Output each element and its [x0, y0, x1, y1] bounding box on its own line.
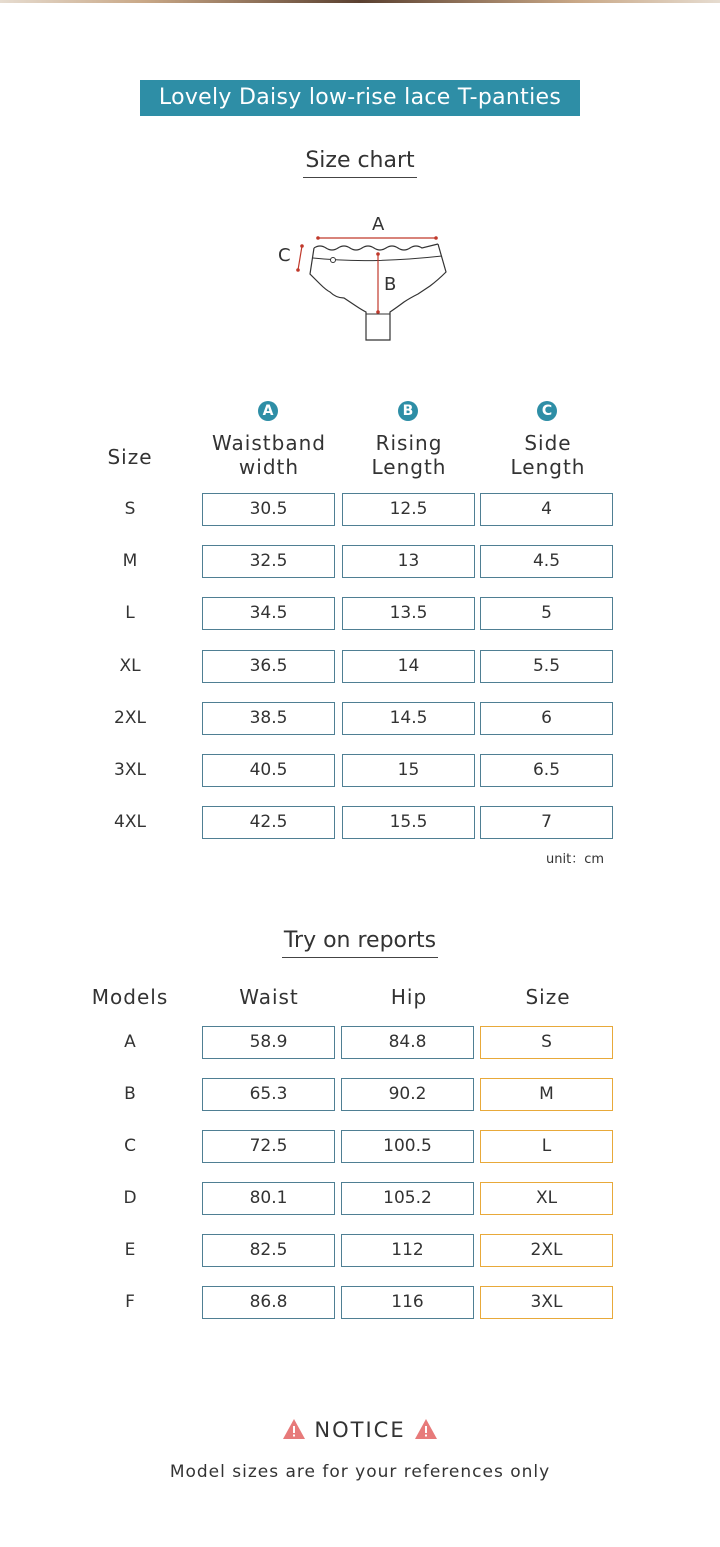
- hip-cell: 105.2: [341, 1182, 474, 1215]
- size-column-header: Size: [107, 445, 153, 469]
- waist-cell: 65.3: [202, 1078, 335, 1111]
- waist-cell: 86.8: [202, 1286, 335, 1319]
- side-length-header: Side Length: [510, 431, 586, 479]
- model-label: A: [124, 1032, 136, 1052]
- model-label: C: [124, 1136, 136, 1156]
- hip-column-header: Hip: [390, 985, 428, 1009]
- waistband-cell: 30.5: [202, 493, 335, 526]
- notice-text: Model sizes are for your references only: [169, 1462, 551, 1482]
- model-label: E: [124, 1240, 136, 1260]
- size-cell: 2XL: [480, 1234, 613, 1267]
- size-cell: 3XL: [480, 1286, 613, 1319]
- side-cell: 5: [480, 597, 613, 630]
- panties-measurement-diagram: [270, 210, 460, 350]
- rising-cell: 12.5: [342, 493, 475, 526]
- side-cell: 5.5: [480, 650, 613, 683]
- hip-cell: 116: [341, 1286, 474, 1319]
- product-title-banner: Lovely Daisy low-rise lace T-panties: [140, 80, 580, 116]
- model-label: B: [124, 1084, 136, 1104]
- warning-icon: [414, 1418, 438, 1440]
- size-cell: L: [480, 1130, 613, 1163]
- models-column-header: Models: [91, 985, 169, 1009]
- top-decor-strip: [0, 0, 720, 3]
- rising-cell: 14.5: [342, 702, 475, 735]
- waistband-cell: 42.5: [202, 806, 335, 839]
- try-on-title: Try on reports: [0, 928, 720, 958]
- side-cell: 4: [480, 493, 613, 526]
- size-cell: XL: [480, 1182, 613, 1215]
- rising-cell: 13: [342, 545, 475, 578]
- hip-cell: 90.2: [341, 1078, 474, 1111]
- model-label: D: [123, 1188, 137, 1208]
- size-label: XL: [119, 656, 141, 676]
- waist-cell: 82.5: [202, 1234, 335, 1267]
- rising-length-header: Rising Length: [371, 431, 447, 479]
- rising-cell: 13.5: [342, 597, 475, 630]
- hip-cell: 112: [341, 1234, 474, 1267]
- panties-outline-icon: [270, 210, 460, 350]
- waist-cell: 72.5: [202, 1130, 335, 1163]
- side-cell: 7: [480, 806, 613, 839]
- unit-label: unit：cm: [546, 852, 604, 867]
- rising-cell: 15.5: [342, 806, 475, 839]
- hip-cell: 84.8: [341, 1026, 474, 1059]
- diagram-label-b: B: [384, 274, 397, 295]
- diagram-label-a: A: [372, 214, 385, 235]
- size-cell: M: [480, 1078, 613, 1111]
- size-label: 4XL: [114, 812, 146, 832]
- size-cell: S: [480, 1026, 613, 1059]
- waistband-cell: 40.5: [202, 754, 335, 787]
- waistband-cell: 32.5: [202, 545, 335, 578]
- waistband-cell: 34.5: [202, 597, 335, 630]
- side-cell: 4.5: [480, 545, 613, 578]
- size-column-header: Size: [525, 985, 571, 1009]
- size-label: 2XL: [114, 708, 146, 728]
- model-label: F: [125, 1292, 135, 1312]
- waist-column-header: Waist: [239, 985, 299, 1009]
- rising-cell: 14: [342, 650, 475, 683]
- hip-cell: 100.5: [341, 1130, 474, 1163]
- waist-cell: 80.1: [202, 1182, 335, 1215]
- size-label: M: [122, 551, 138, 571]
- size-label: L: [125, 603, 135, 623]
- notice-heading: NOTICE: [0, 1418, 720, 1442]
- size-label: S: [124, 499, 136, 519]
- waist-cell: 58.9: [202, 1026, 335, 1059]
- badge-a-icon: A: [258, 401, 278, 421]
- waistband-cell: 38.5: [202, 702, 335, 735]
- badge-c-icon: C: [537, 401, 557, 421]
- diagram-label-c: C: [278, 245, 291, 266]
- rising-cell: 15: [342, 754, 475, 787]
- waistband-width-header: Waistband width: [212, 431, 326, 479]
- waistband-cell: 36.5: [202, 650, 335, 683]
- badge-b-icon: B: [398, 401, 418, 421]
- side-cell: 6.5: [480, 754, 613, 787]
- size-chart-title: Size chart: [0, 148, 720, 178]
- side-cell: 6: [480, 702, 613, 735]
- size-label: 3XL: [114, 760, 146, 780]
- warning-icon: [282, 1418, 306, 1440]
